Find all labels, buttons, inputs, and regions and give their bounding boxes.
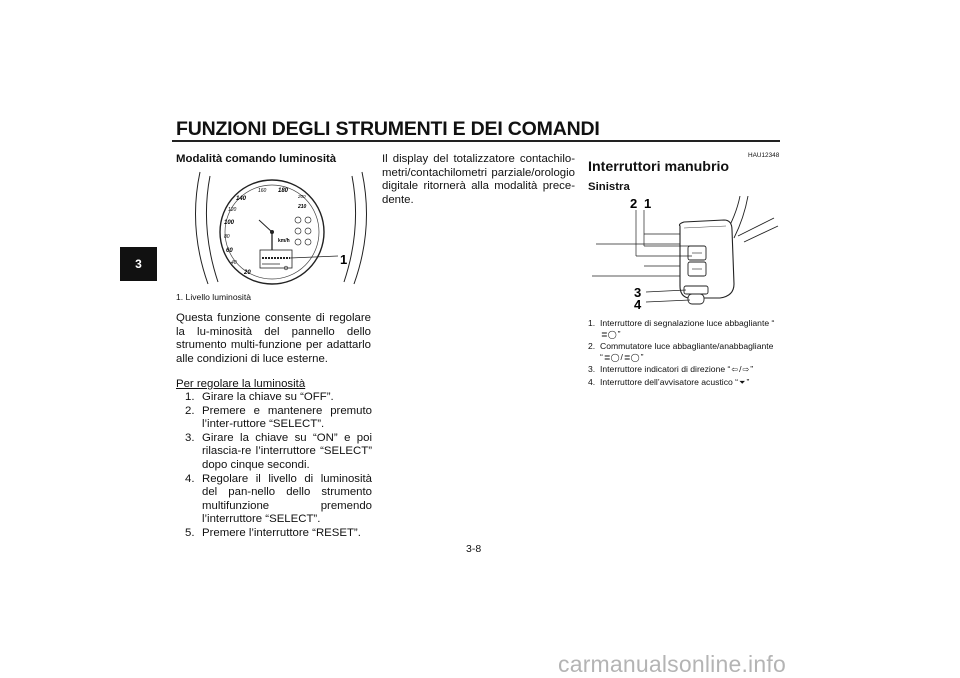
turn-right-icon: ⇨ bbox=[742, 365, 750, 375]
procedure-heading: Per regolare la luminosità bbox=[176, 378, 306, 390]
caption-item: 4. Interruttore dell’avvisatore acustico “⏷” bbox=[588, 376, 750, 387]
caption-item: 1. Interruttore di segnalazione luce abbagliante “≣◯” bbox=[588, 318, 775, 339]
speed-160: 160 bbox=[258, 188, 267, 194]
switch-captions bbox=[588, 318, 778, 390]
callout-1: 1 bbox=[644, 196, 652, 211]
brightness-paragraph: Questa funzione consente di regolare la lu-minosità del pannello dello strumento multi-funzione per adattarlo alle condizioni di luce esterne. bbox=[176, 312, 371, 365]
handlebar-switch-figure bbox=[588, 196, 780, 312]
step-item: 1. Girare la chiave su “OFF”. bbox=[185, 391, 334, 403]
separator: / bbox=[620, 351, 623, 362]
speed-80: 80 bbox=[224, 234, 230, 240]
separator: / bbox=[739, 364, 742, 375]
callout-2: 2 bbox=[630, 196, 638, 211]
speed-60: 60 bbox=[226, 248, 233, 254]
high-beam-icon: ≣◯ bbox=[601, 329, 617, 339]
speed-40: 40 bbox=[231, 260, 237, 266]
page-number: 3-8 bbox=[466, 543, 482, 555]
procedure-steps bbox=[185, 391, 372, 541]
callout-4: 4 bbox=[634, 297, 642, 312]
speed-120: 120 bbox=[228, 207, 237, 213]
high-beam-icon: ≣◯ bbox=[603, 352, 620, 362]
callout-3: 3 bbox=[634, 285, 642, 300]
horn-icon: ⏷ bbox=[739, 377, 746, 387]
unit-label: km/h bbox=[278, 238, 290, 244]
speed-210: 210 bbox=[298, 204, 307, 210]
watermark: carmanualsonline.info bbox=[558, 651, 786, 677]
page-title: FUNZIONI DEGLI STRUMENTI E DEI COMANDI bbox=[176, 118, 600, 140]
step-item: 2. Premere e mantenere premuto l’inter-ruttore “SELECT”. bbox=[185, 404, 372, 431]
section-title: Interruttori manubrio bbox=[588, 159, 730, 175]
speed-180: 180 bbox=[278, 188, 289, 194]
title-rule bbox=[172, 140, 780, 142]
brightness-callout: 1 bbox=[340, 252, 348, 267]
step-item: 4. Regolare il livello di luminosità del pan-nello dello strumento multifunzione premendo l’interruttore “SELECT”. bbox=[185, 472, 372, 526]
caption-item: 3. Interruttore indicatori di direzione “⇦/⇨” bbox=[588, 364, 754, 375]
step-item: 3. Girare la chiave su “ON” e poi rilascia-re l’interruttore “SELECT” dopo cinque secondi. bbox=[185, 431, 372, 471]
speed-20: 20 bbox=[244, 270, 251, 276]
left-switches-subtitle: Sinistra bbox=[588, 181, 630, 193]
speed-100: 100 bbox=[224, 220, 235, 226]
turn-left-icon: ⇦ bbox=[731, 365, 739, 375]
speed-200: 200 bbox=[298, 194, 306, 199]
section-code: HAU12348 bbox=[748, 152, 780, 159]
speed-140: 140 bbox=[236, 196, 247, 202]
caption-item: 2. Commutatore luce abbagliante/anabbagliante “≣◯/≣◯” bbox=[588, 341, 774, 362]
display-paragraph: Il display del totalizzatore contachilo-metri/contachilometri parziale/orologio digitale ritornerà alla modalità prece-dente. bbox=[382, 153, 575, 206]
chapter-tab: 3 bbox=[120, 247, 157, 281]
speedometer-figure bbox=[186, 168, 376, 288]
low-beam-icon: ≣◯ bbox=[623, 352, 640, 362]
brightness-subtitle: Modalità comando luminosità bbox=[176, 153, 337, 165]
step-item: 5. Premere l’interruttore “RESET”. bbox=[185, 526, 361, 539]
speedometer-caption: 1. Livello luminosità bbox=[176, 292, 251, 302]
